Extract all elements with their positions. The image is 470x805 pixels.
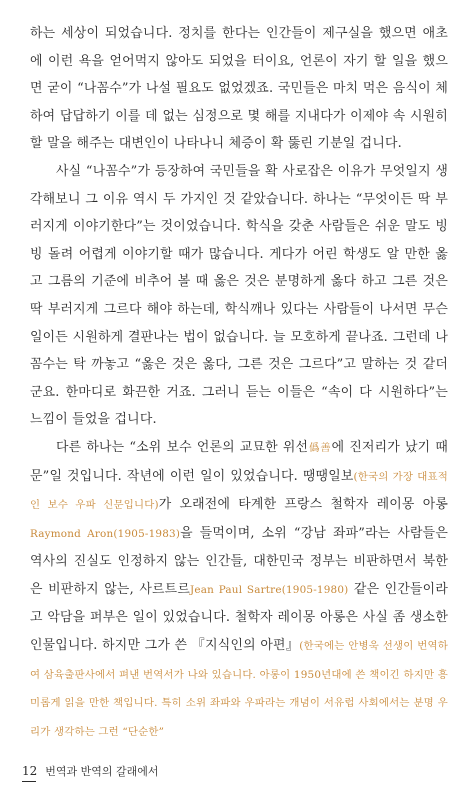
paragraph (30, 434, 448, 747)
annotation-text: Jean Paul Sartre(1905-1980) (189, 583, 349, 596)
paragraph-text: 하는 세상이 되었습니다. 정치를 한다는 인간들이 제구실을 했으면 애초에 이런 욕을 얻어먹지 않아도 되었을 터이요, 언론이 자기 할 일을 했으면 굳이 “나꼼수”가 나설 필요도 없었겠죠. 국민들은 마치 먹은 음식이 체하여 답답하기 이를 데 없는 심정으로 몇 해를 지내다가 이제야 속 시원히 할 말을 해주는 대변인이 나타나니 체증이 확 뚫린 기분일 겁니다. (30, 26, 448, 152)
annotation-text: (한국에는 안병욱 선생이 번역하여 삼육출판사에서 펴낸 번역서가 나와 있습니다. 아롱이 1950년대에 쓴 책이긴 하지만 흥미롭게 읽을 만한 책입니다. 특히 소위 좌파와 우파라는 개념이 서유럽 사회에서는 분명 우리가 생각하는 그런 “단순한” (30, 640, 448, 738)
paragraph-text: 가 오래전에 타계한 프랑스 철학자 레이몽 아롱 (158, 497, 448, 513)
paragraph (30, 158, 448, 434)
annotation-text: (한국의 가장 대표적인 보수 우파 신문입니다) (30, 470, 448, 512)
paragraph-text: 같은 인간들이라고 악담을 퍼부은 일이 있었습니다. 철학자 레이몽 아롱은 사실 좀 생소한 인물입니다. 하지만 그가 쓴 『지식인의 아편』 (30, 581, 448, 654)
paragraph-text: 사실 “나꼼수”가 등장하여 국민들을 확 사로잡은 이유가 무엇일지 생각해보니 그 이유 역시 두 가지인 것 같았습니다. 하나는 “무엇이든 딱 부러지게 이야기한다”는 것이었습니다. 학식을 갖춘 사람들은 쉬운 말도 빙빙 돌려 어렵게 이야기할 때가 많습니다. 게다가 어린 학생도 알 만한 옳고 그름의 기준에 비추어 볼 때 옳은 것은 분명하게 옳다 하고 그른 것은 딱 부러지게 그르다 해야 하는데, 학식깨나 있다는 사람들이 나서면 무슨 일이든 시원하게 결판나는 법이 없습니다. 늘 모호하게 끝나죠. 그런데 나꼼수는 탁 까놓고 “옳은 것은 옳다, 그른 것은 그르다”고 말하는 것 같더군요. 한마디로 화끈한 거죠. 그러니 듣는 이들은 “속이 다 시원하다”는 느낌이 들었을 겁니다. (30, 163, 448, 428)
paragraph-text: 다른 하나는 “소위 보수 언론의 교묘한 위선 (56, 439, 309, 455)
annotation-text: 僞善 (308, 441, 332, 454)
running-title: 번역과 반역의 갈래에서 (45, 765, 159, 778)
page-footer (22, 763, 159, 779)
annotation-text: Raymond Aron(1905-1983) (30, 527, 181, 540)
body-text (30, 20, 448, 746)
paragraph-text: 에 진저리가 났기 때문”일 것입니다. 작년에 이런 일이 있었습니다. 땡땡일보 (30, 439, 448, 484)
paragraph (30, 20, 448, 158)
page-number-rule (22, 781, 36, 782)
paragraph-text: 을 들먹이며, 소위 “강남 좌파”라는 사람들은 역사의 진실도 인정하지 않는 인간들, 대한민국 정부는 비판하면서 북한은 비판하지 않는, 사르트르 (30, 525, 448, 597)
page-number: 12 (22, 764, 38, 778)
